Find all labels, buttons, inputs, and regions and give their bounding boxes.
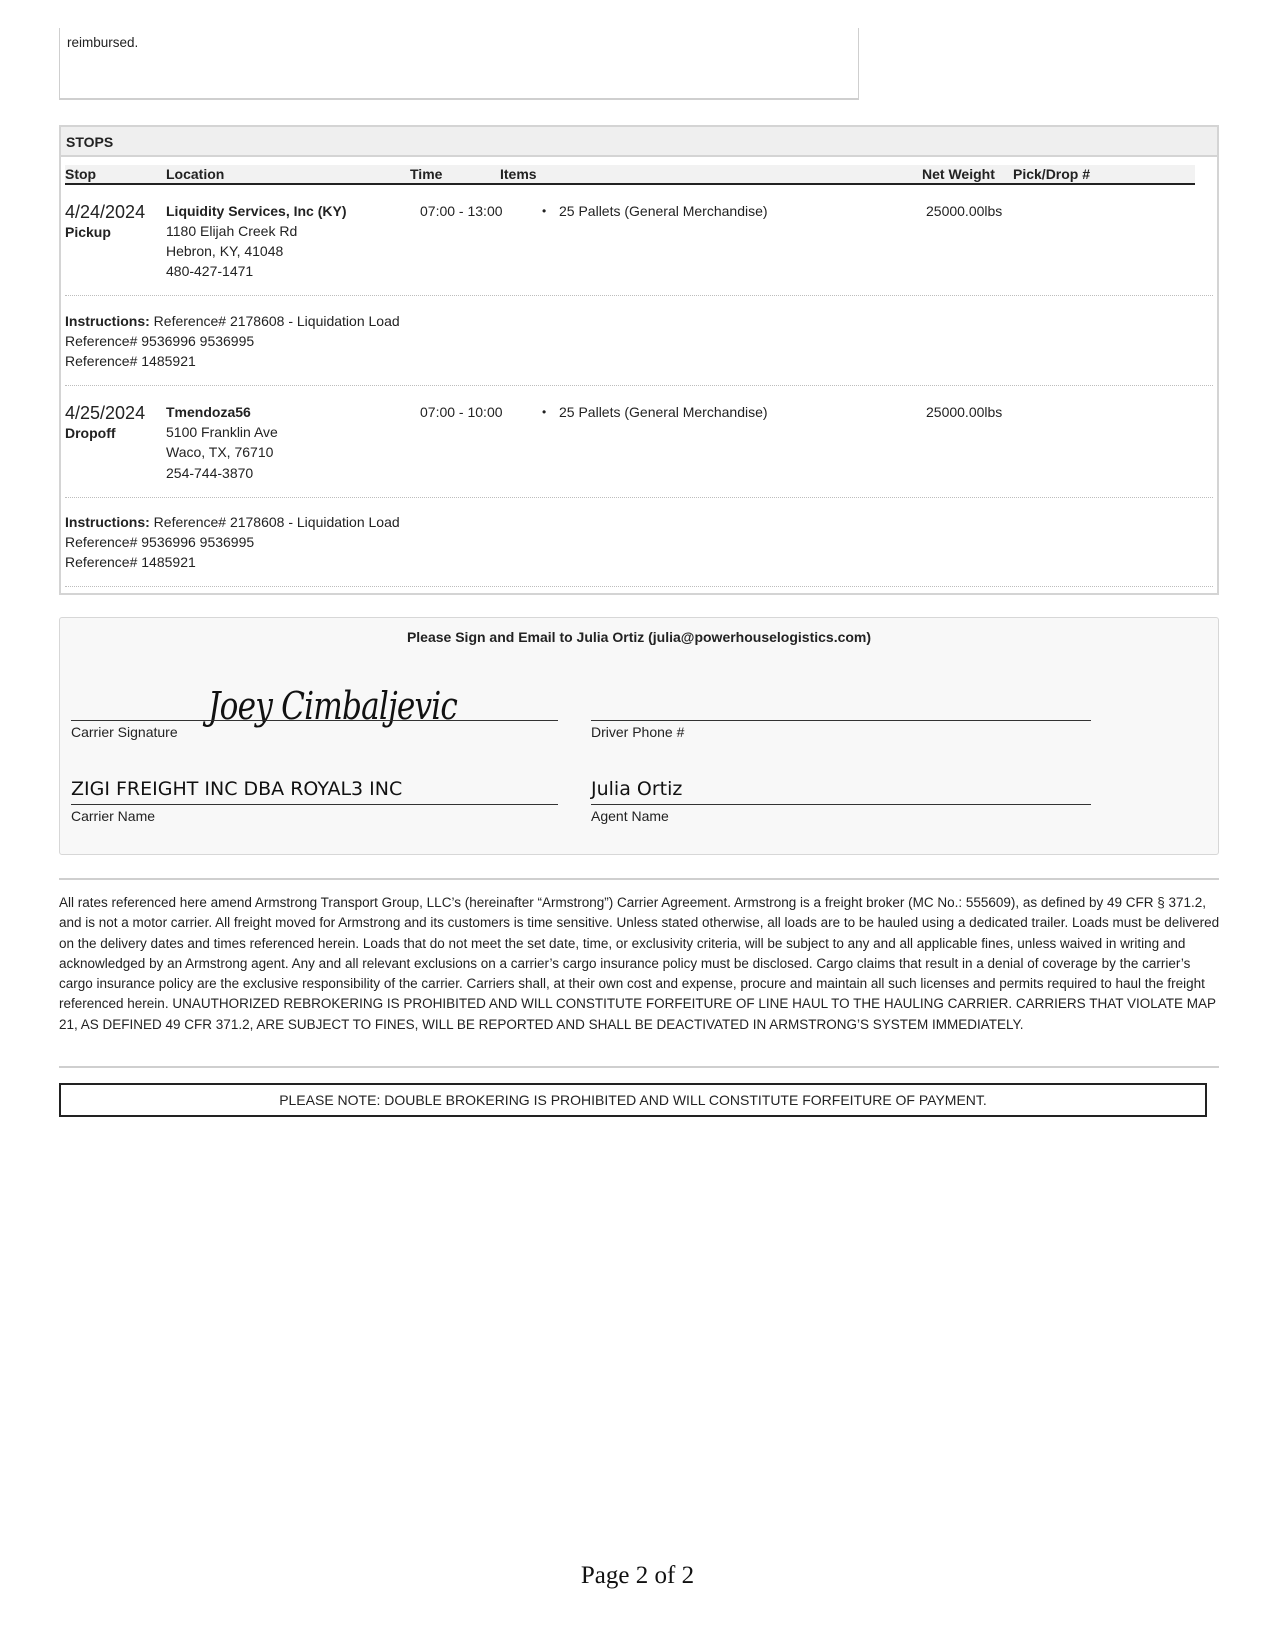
carrier-name-field[interactable] [71,804,558,805]
agent-name-label: Agent Name [591,808,669,824]
page-number: Page 2 of 2 [580,1562,695,1589]
carrier-signature-image: Joey Cimbaljevic [208,684,458,728]
stop-net-weight: 25000.00lbs [926,404,1003,420]
location-phone: 254-744-3870 [166,465,254,481]
stop-date: 4/24/2024 [65,202,146,222]
previous-section-box [59,28,859,100]
signature-instructions: Please Sign and Email to Julia Ortiz (julia@powerhouselogistics.com) [406,629,872,645]
stops-column-headers [65,165,1195,185]
col-time: Time [410,166,443,182]
signature-panel [59,617,1219,855]
location-address2: Waco, TX, 76710 [166,444,274,460]
stop-type: Dropoff [65,425,116,441]
driver-phone-field[interactable] [591,720,1091,721]
stop-item: • 25 Pallets (General Merchandise) [559,201,768,221]
instructions-line: Reference# 9536996 9536995 [65,534,255,550]
stop-time: 07:00 - 13:00 [420,203,503,219]
col-pick-drop: Pick/Drop # [1013,166,1091,182]
driver-phone-label: Driver Phone # [591,724,685,740]
agent-name-field[interactable] [591,804,1091,805]
location-name: Tmendoza56 [166,404,251,420]
carrier-name-value: ZIGI FREIGHT INC DBA ROYAL3 INC [71,778,403,800]
col-items: Items [500,166,537,182]
instructions-line: Reference# 1485921 [65,554,196,570]
legal-terms: All rates referenced here amend Armstrong Transport Group, LLC’s (hereinafter “Armstrong”) Carrier Agreement. Armstrong is a freight broker (MC No.: 555609), as defined by 49 CFR § 371.2, and is not a motor carrier. All freight moved for Armstrong and its customers is time sensitive. Unless stated otherwise, all loads are to be hauled using a dedicated trailer. Loads must be delivered on the delivery dates and times referenced herein. Loads that do not meet the set date, time, or exclusivity criteria, will be subject to any and all applicable fines, unless waived in writing and acknowledged by an Armstrong agent. Any and all relevant exclusions on a carrier’s cargo insurance policy must be disclosed. Cargo claims that result in a denial of coverage by the carrier’s cargo insurance policy are the exclusive responsibility of the carrier. Carriers shall, at their own cost and expense, procure and maintain all such licenses and permits required to haul the freight referenced herein. UNAUTHORIZED REBROKERING IS PROHIBITED AND WILL CONSTITUTE FORFEITURE OF LINE HAUL TO THE HAULING CARRIER. CARRIERS THAT VIOLATE MAP 21, AS DEFINED 49 CFR 371.2, ARE SUBJECT TO FINES, WILL BE REPORTED AND SHALL BE DEACTIVATED IN ARMSTRONG’S SYSTEM IMMEDIATELY. [59,895,1220,1032]
carrier-signature-field[interactable] [71,720,558,721]
section-divider [59,1066,1219,1068]
col-net-weight: Net Weight [922,166,995,182]
stop-type: Pickup [65,224,111,240]
row-divider [65,385,1213,386]
stops-title: STOPS [61,127,1217,157]
agent-name-value: Julia Ortiz [591,778,683,800]
location-address2: Hebron, KY, 41048 [166,243,284,259]
carryover-text: reimbursed. [67,35,139,50]
row-divider [65,497,1213,498]
row-divider [65,295,1213,296]
stop-item: • 25 Pallets (General Merchandise) [559,402,768,422]
location-name: Liquidity Services, Inc (KY) [166,203,347,219]
section-divider [59,878,1219,880]
instructions-line: Reference# 9536996 9536995 [65,333,255,349]
location-phone: 480-427-1471 [166,263,254,279]
location-address1: 5100 Franklin Ave [166,424,278,440]
col-stop: Stop [65,166,97,182]
stops-panel [59,125,1219,595]
stop-net-weight: 25000.00lbs [926,203,1003,219]
carrier-name-label: Carrier Name [71,808,156,824]
stop-time: 07:00 - 10:00 [420,404,503,420]
location-address1: 1180 Elijah Creek Rd [166,223,298,239]
instructions-line: Reference# 2178608 - Liquidation Load [153,514,400,530]
instructions-line: Reference# 1485921 [65,353,196,369]
stop-date: 4/25/2024 [65,403,146,423]
col-location: Location [166,166,225,182]
instructions-label: Instructions: [65,313,150,329]
instructions-label: Instructions: [65,514,150,530]
carrier-signature-label: Carrier Signature [71,724,178,740]
instructions-line: Reference# 2178608 - Liquidation Load [153,313,400,329]
row-divider [65,586,1213,587]
double-brokering-note: PLEASE NOTE: DOUBLE BROKERING IS PROHIBITED AND WILL CONSTITUTE FORFEITURE OF PAYMENT. [59,1083,1207,1117]
